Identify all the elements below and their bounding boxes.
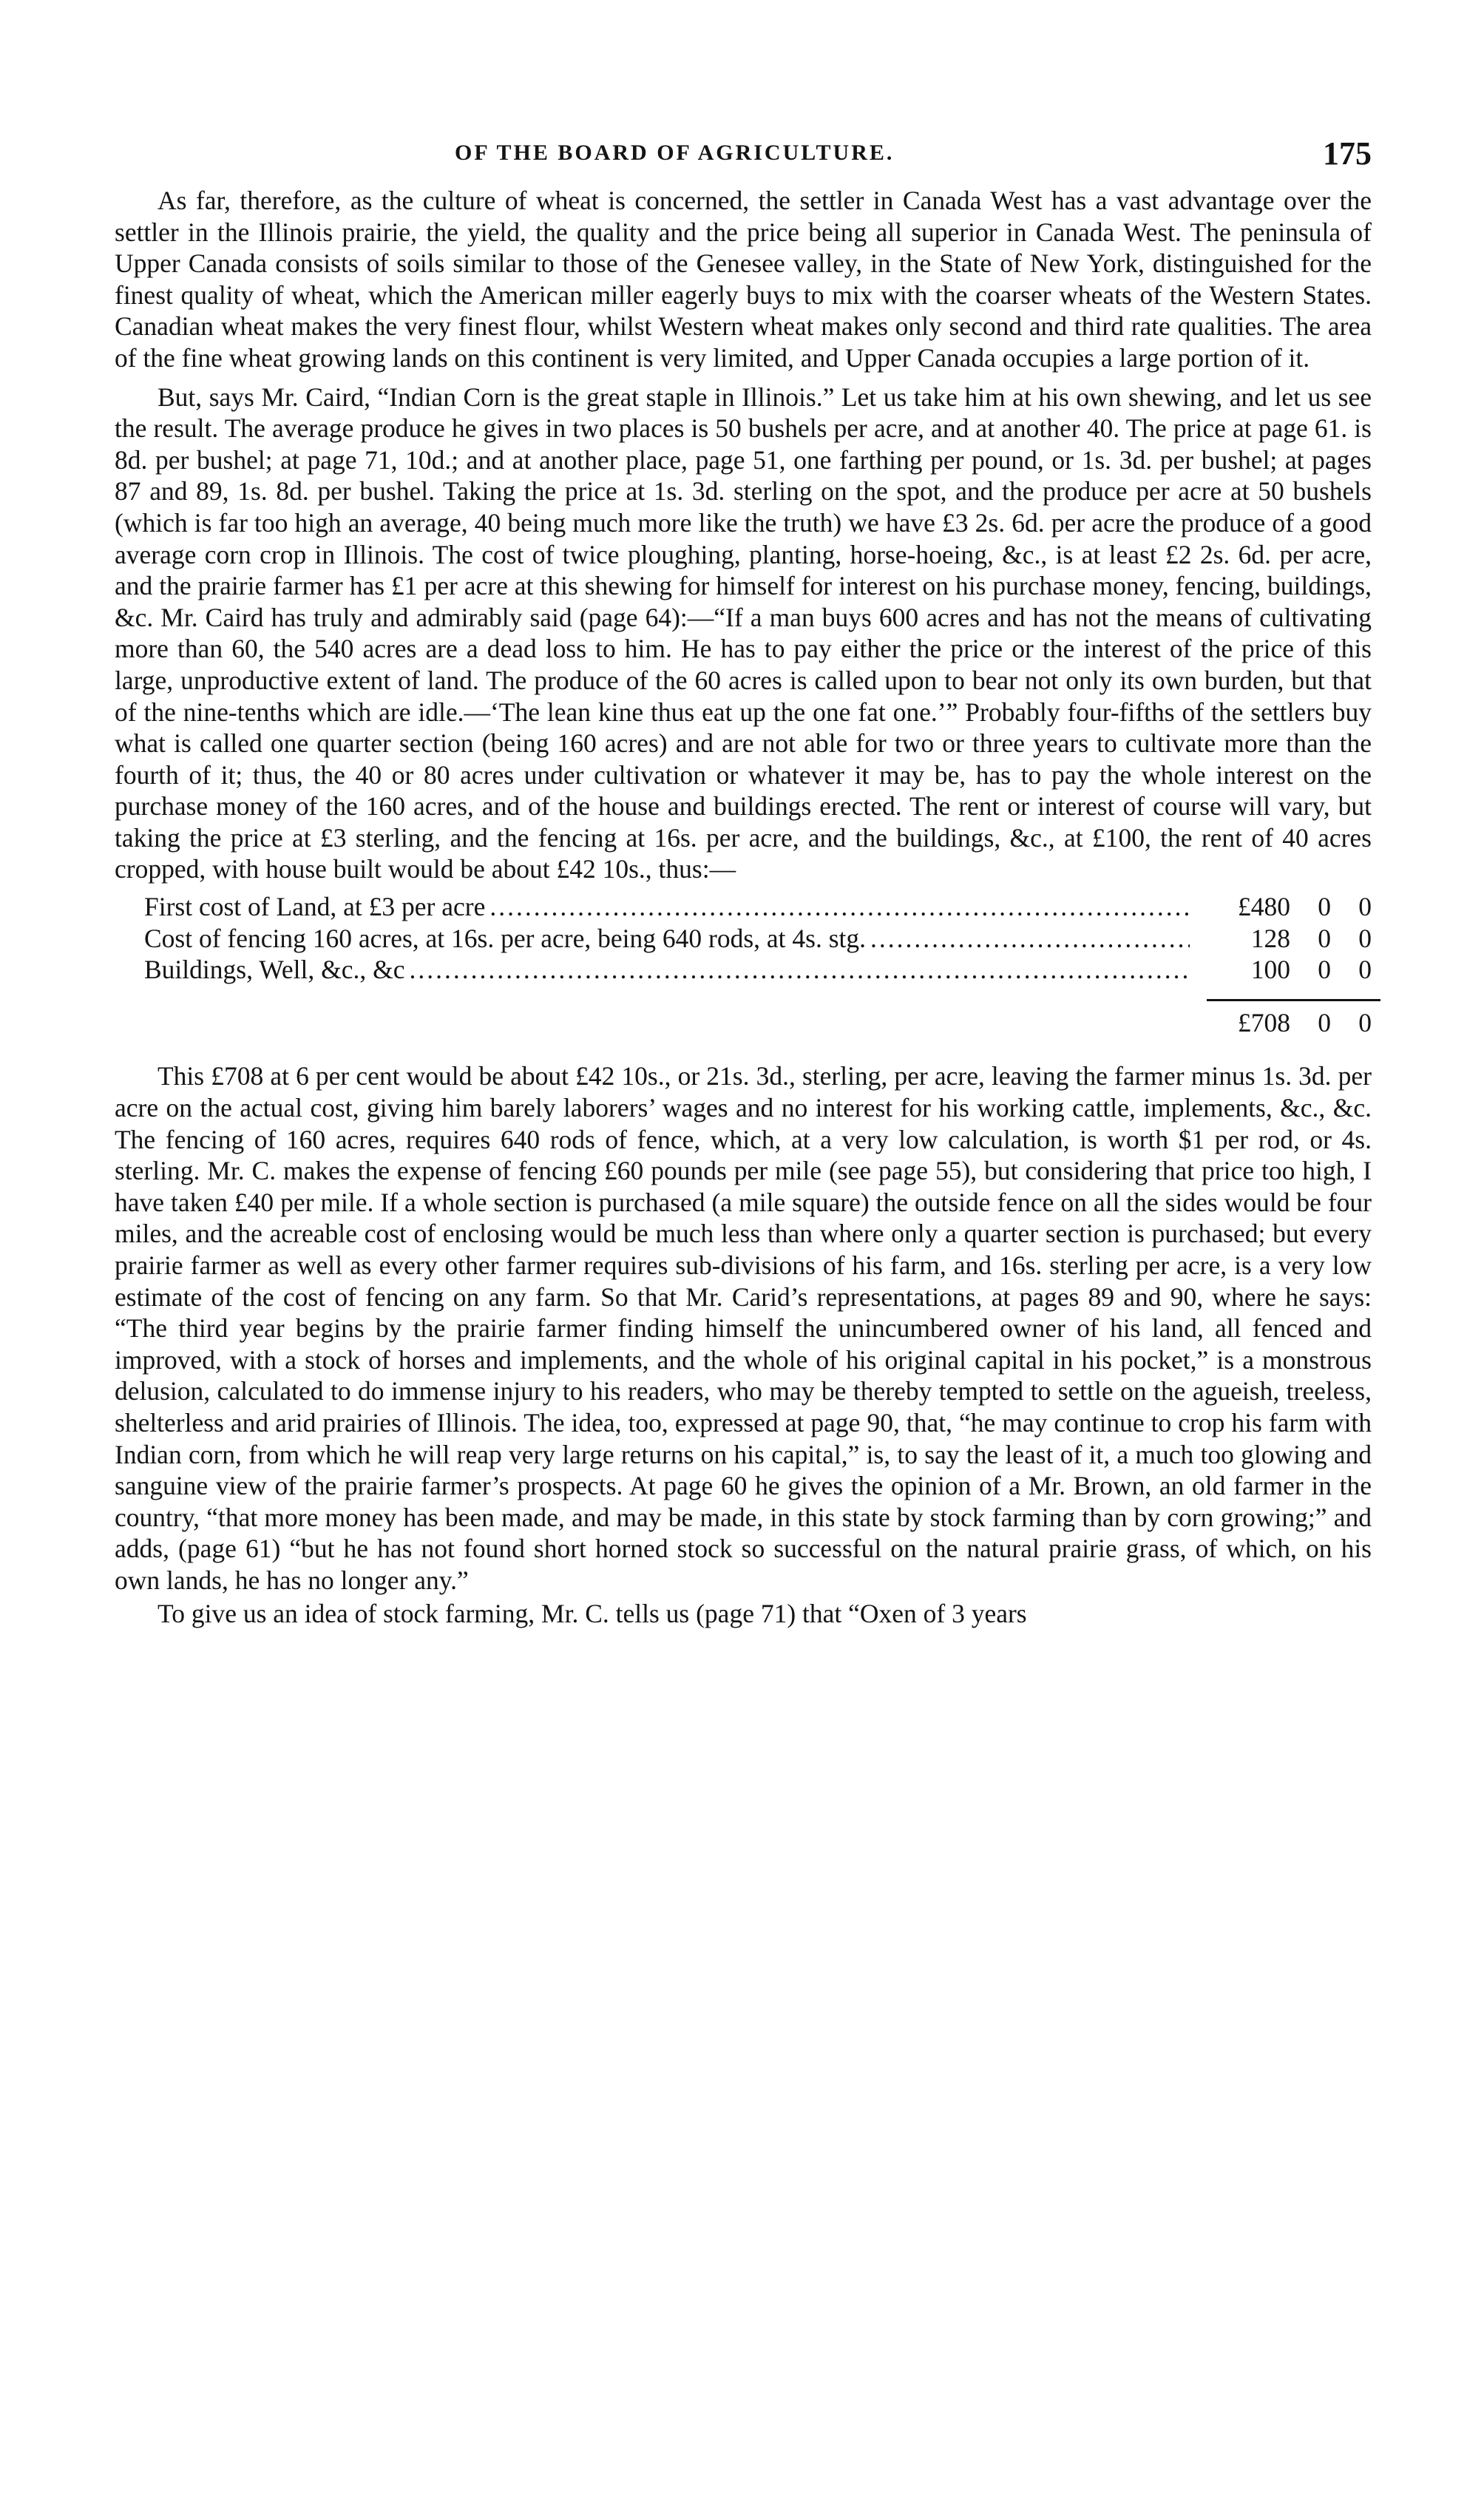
paragraph-wheat-culture: As far, therefore, as the culture of wheat is concerned, the settler in Canada West has a vast advantage over the settler in the Illinois prairie, the yield, the quality and the price being all superior in Canada West. The peninsula of Upper Canada consists of soils similar to those of the Genesee valley, in the State of New York, distinguished for the finest quality of wheat, which the American miller eagerly buys to mix with the coarser wheats of the Western States. Canadian wheat makes the very finest flour, whilst Western wheat makes only second and third rate qualities. The area of the fine wheat growing lands on this continent is very limited, and Upper Canada occupies a large portion of it. [115, 186, 1372, 373]
total-shillings: 0 [1318, 1007, 1331, 1037]
amount-pence: 0 [1358, 923, 1372, 953]
total-pence: 0 [1358, 1007, 1372, 1037]
amount-shillings: 0 [1318, 892, 1331, 922]
amount-shillings: 0 [1318, 923, 1331, 953]
amount-pence: 0 [1358, 892, 1372, 922]
paragraph-cost-analysis: This £708 at 6 per cent would be about £42 10s., or 21s. 3d., sterling, per acre, leaving the farmer minus 1s. 3d. per acre on the actual cost, giving him barely laborers’ wages and no interest for his working cattle, implements, &c., &c. The fencing of 160 acres, requires 640 rods of fence, which, at a very low calculation, is worth $1 per rod, or 4s. sterling. Mr. C. makes the expense of fencing £60 pounds per mile (see page 55), but considering that price too high, I have taken £40 per mile. If a whole section is purchased (a mile square) the outside fence on all the sides would be four miles, and the acreable cost of enclosing would be much less than where only a quarter section is purchased; but every prairie farmer as well as every other farmer requires sub-divisions of his farm, and 16s. sterling per acre, is a very low estimate of the cost of fencing on any farm. So that Mr. Carid’s representations, at pages 89 and 90, where he says: “The third year begins by the prairie farmer finding himself the unincumbered owner of his land, all fenced and improved, with a stock of horses and implements, and the whole of his original capital in his pocket,” is a monstrous delusion, calculated to do immense injury to his readers, who may be thereby tempted to settle on the agueish, treeless, shelterless and arid prairies of Illinois. The idea, too, expressed at page 90, that, “he may continue to crop his farm with Indian corn, from which he will reap very large returns on his capital,” is, to say the least of it, a much too glowing and sanguine view of the prairie farmer’s prospects. At page 60 he gives the opinion of a Mr. Brown, an old farmer in the country, “that more money has been made, and may be made, in this state by stock farming than by corn growing;” and adds, (page 61) “but he has not found short horned stock so successful on the natural prairie grass, of which, on his own lands, he has no longer any.” [115, 1061, 1372, 1595]
ledger-total [1194, 1007, 1372, 1039]
ledger-row-buildings [144, 954, 1372, 986]
ledger-item: Buildings, Well, &c., &c [144, 955, 405, 985]
page-number: 175 [1323, 135, 1372, 172]
paragraph-indian-corn: But, says Mr. Caird, “Indian Corn is the great staple in Illinois.” Let us take him at his own shewing, and let us see the result. The average produce he gives in two places is 50 bushels per acre, and at another 40. The price at page 61. is 8d. per bushel; at page 71, 10d.; and at another place, page 51, one farthing per pound, or 1s. 3d. per bushel; at pages 87 and 89, 1s. 8d. per bushel. Taking the price at 1s. 3d. sterling on the spot, and the produce per acre at 50 bushels (which is far too high an average, 40 being much more like the truth) we have £3 2s. 6d. per acre the produce of a good average corn crop in Illinois. The cost of twice ploughing, planting, horse-hoeing, &c., is at least £2 2s. 6d. per acre, and the prairie farmer has £1 per acre at this shewing for himself for interest on his purchase money, fencing, buildings, &c. Mr. Caird has truly and admirably said (page 64):—“If a man buys 600 acres and has not the means of cultivating more than 60, the 540 acres are a dead loss to him. He has to pay either the price or the interest of the price of this large, unproductive extent of land. The produce of the 60 acres is called upon to bear not only its own burden, but that of the nine-tenths which are idle.—‘The lean kine thus eat up the one fat one.’” Probably four-fifths of the settlers buy what is called one quarter section (being 160 acres) and are not able for two or three years to cultivate more than the fourth of it; thus, the 40 or 80 acres under cultivation or whatever it may be, has to pay the whole interest on the purchase money of the 160 acres, and of the house and buildings erected. The rent or interest of course will vary, but taking the price at £3 sterling, and the fencing at 16s. per acre, and the buildings, &c., at £100, the rent of 40 acres cropped, with house built would be about £42 10s., thus:— [115, 382, 1372, 884]
leader-dots [489, 891, 1190, 923]
ledger-item: Cost of fencing 160 acres, at 16s. per acre, being 640 rods, at 4s. stg. [144, 923, 867, 953]
total-pounds: £708 [1238, 1007, 1290, 1037]
leader-dots [409, 954, 1190, 986]
sum-rule [1207, 999, 1380, 1001]
ledger-total-row [144, 1007, 1372, 1039]
amount-pounds: 128 [1250, 923, 1290, 953]
sum-rule-row [144, 999, 1372, 1001]
running-head [115, 135, 1372, 185]
amount-pence: 0 [1358, 955, 1372, 985]
amount-pounds: 100 [1250, 955, 1290, 985]
ledger-amount [1194, 891, 1372, 923]
ledger-item: First cost of Land, at £3 per acre [144, 892, 486, 922]
ledger-amount [1194, 954, 1372, 986]
running-head-title: OF THE BOARD OF AGRICULTURE. [455, 140, 895, 165]
ledger-row-land [144, 891, 1372, 923]
amount-pounds: £480 [1238, 892, 1290, 922]
book-page [115, 135, 1372, 1629]
ledger-amount [1194, 923, 1372, 955]
leader-dots [870, 923, 1190, 955]
cost-ledger [144, 891, 1372, 1038]
amount-shillings: 0 [1318, 955, 1331, 985]
paragraph-stock-farming: To give us an idea of stock farming, Mr. C. tells us (page 71) that “Oxen of 3 years [157, 1598, 1027, 1628]
ledger-row-fencing [144, 923, 1372, 955]
